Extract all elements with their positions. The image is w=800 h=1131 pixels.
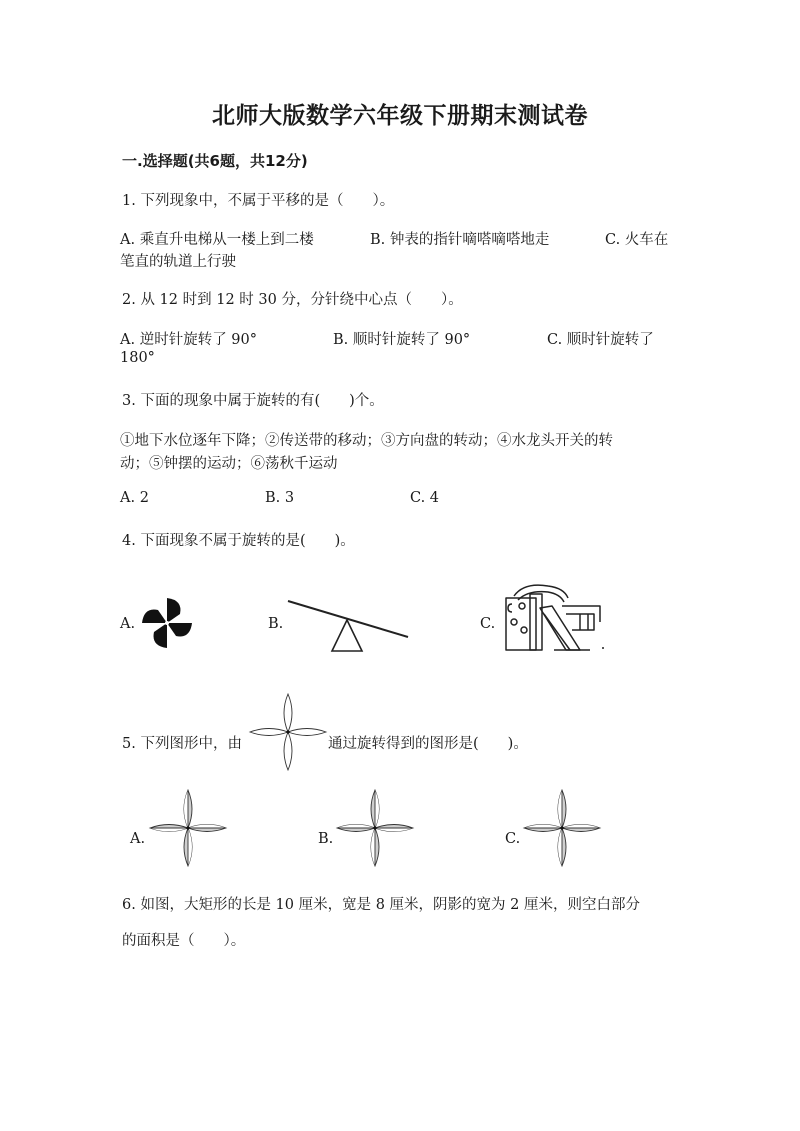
question-3-detail-line-2: 动；⑤钟摆的运动；⑥荡秋千运动 [120,456,338,472]
question-3-option-a: A. 2 [120,490,149,506]
question-2-option-c: C. 顺时针旋转了 [547,332,654,348]
page-title: 北师大版数学六年级下册期末测试卷 [212,102,588,129]
question-6-stem-line-2: 的面积是（ ）。 [122,933,246,949]
question-5-option-a: A. [130,831,146,847]
question-4-stem: 4. 下面现象不属于旋转的是( )。 [122,533,355,549]
flower-option-a-image [148,788,228,868]
question-2-option-a: A. 逆时针旋转了 90° [120,332,257,348]
question-3-stem: 3. 下面的现象中属于旋转的有( )个。 [122,393,384,409]
flower-option-b-image [335,788,415,868]
question-5-stem-before: 5. 下列图形中，由 [122,736,242,752]
playground-slide-image [500,578,608,654]
question-4-option-a: A. [120,616,136,632]
question-6-stem-line-1: 6. 如图，大矩形的长是 10 厘米，宽是 8 厘米，阴影的宽为 2 厘米，则空白部分 [122,897,640,913]
question-1-option-c-continued: 笔直的轨道上行驶 [120,254,236,270]
four-petal-flower-image [248,692,328,772]
seesaw-image [285,596,411,654]
section-heading: 一.选择题(共6题，共12分) [122,152,308,170]
question-3-option-b: B. 3 [265,490,295,506]
question-5-option-c: C. [505,831,521,847]
question-1-option-a: A. 乘直升电梯从一楼上到二楼 [120,232,314,248]
question-3-option-c: C. 4 [410,490,440,506]
question-5-option-b: B. [318,831,334,847]
pinwheel-image [138,596,196,650]
question-4-option-c: C. [480,616,496,632]
question-4-option-b: B. [268,616,284,632]
flower-option-c-image [522,788,602,868]
question-2-option-c-continued: 180° [120,350,155,366]
question-5-stem-after: 通过旋转得到的图形是( )。 [328,736,528,752]
question-1-stem: 1. 下列现象中，不属于平移的是（ ）。 [122,193,395,209]
question-1-option-c: C. 火车在 [605,232,669,248]
question-1-option-b: B. 钟表的指针嘀嗒嘀嗒地走 [370,232,550,248]
question-2-stem: 2. 从 12 时到 12 时 30 分，分针绕中心点（ ）。 [122,292,463,308]
question-2-option-b: B. 顺时针旋转了 90° [333,332,471,348]
question-3-detail-line-1: ①地下水位逐年下降；②传送带的移动；③方向盘的转动；④水龙头开关的转 [120,433,613,449]
